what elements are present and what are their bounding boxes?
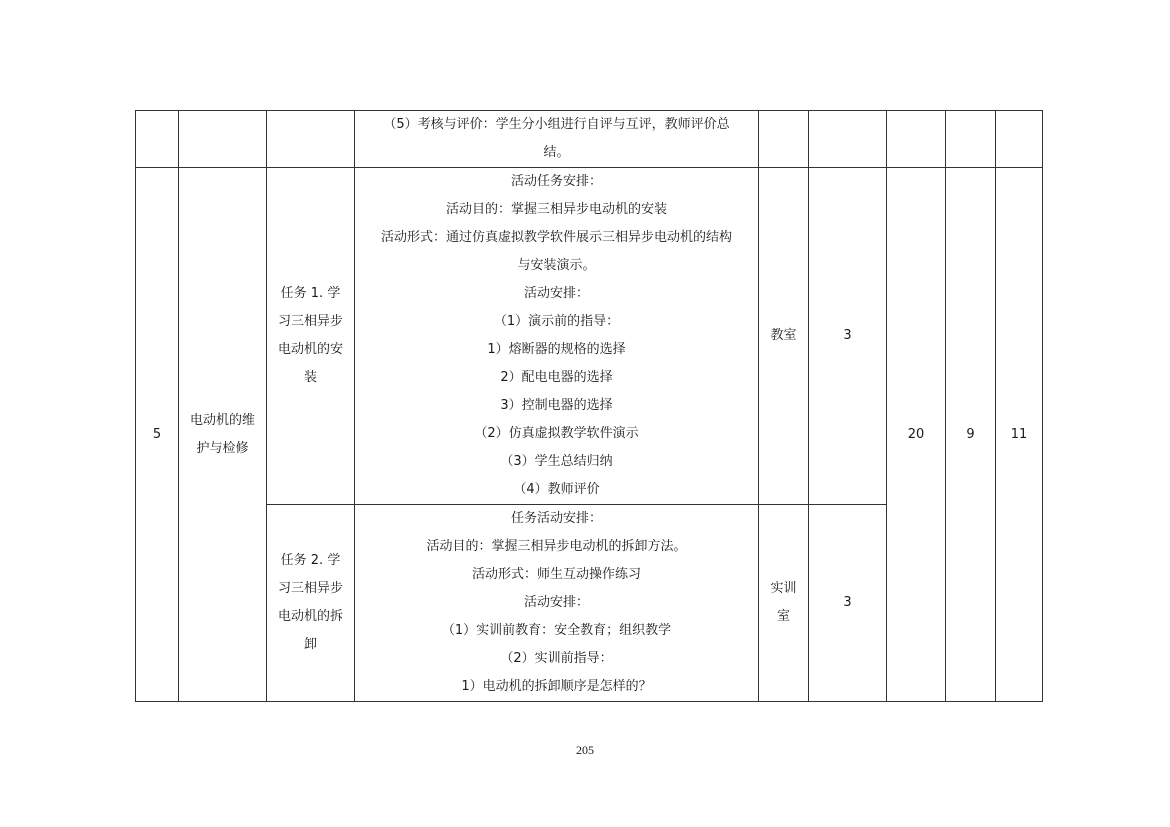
table-row-task-1	[136, 168, 1043, 505]
task-2-content-cell	[355, 505, 759, 702]
empty-cell	[809, 111, 887, 168]
location-line: 实训	[770, 581, 797, 596]
content-line: 1）电动机的拆卸顺序是怎样的？	[461, 679, 652, 694]
task-1-content-cell	[355, 168, 759, 505]
assessment-content-cell	[355, 111, 759, 168]
empty-cell	[946, 111, 996, 168]
task-2-name-cell	[267, 505, 355, 702]
empty-cell	[267, 111, 355, 168]
content-line: 与安装演示。	[517, 258, 596, 273]
task-name-line: 任务 1. 学	[280, 286, 341, 301]
page-number: 205	[576, 743, 594, 757]
content-line: 活动形式：通过仿真虚拟教学软件展示三相异步电动机的结构	[380, 230, 732, 245]
content-line: （2）仿真虚拟教学软件演示	[474, 426, 639, 441]
content-line: （3）学生总结归纳	[500, 454, 613, 469]
task-name-line: 习三相异步	[277, 314, 343, 329]
content-line: 活动形式：师生互动操作练习	[471, 567, 641, 582]
table-row-continued	[136, 111, 1043, 168]
task-1-name-cell	[267, 168, 355, 505]
empty-cell	[887, 111, 946, 168]
task-1-hours-cell: 3	[809, 168, 887, 505]
course-plan-table	[135, 110, 1043, 702]
content-line: 结。	[543, 145, 570, 160]
task-2-location-cell	[759, 505, 809, 702]
task-name-line: 习三相异步	[277, 581, 343, 596]
module-title-cell	[179, 168, 267, 702]
location-line: 教室	[770, 328, 797, 343]
empty-cell	[179, 111, 267, 168]
content-line: 活动安排：	[523, 286, 589, 301]
task-name-line: 电动机的安	[277, 342, 343, 357]
task-name-line: 装	[303, 370, 317, 385]
content-line: （4）教师评价	[513, 482, 600, 497]
module-title-line: 护与检修	[196, 440, 249, 456]
content-line: （5）考核与评价：学生分小组进行自评与互评，教师评价总	[383, 117, 730, 132]
module-title-line: 电动机的维	[189, 412, 255, 428]
task-name-line: 任务 2. 学	[280, 553, 341, 568]
task-name-line: 电动机的拆	[277, 609, 343, 624]
content-line: 3）控制电器的选择	[500, 398, 613, 413]
location-line: 室	[776, 609, 790, 624]
content-line: （1）演示前的指导：	[493, 314, 620, 329]
content-line: 活动任务安排：	[510, 174, 602, 189]
content-line: 1）熔断器的规格的选择	[487, 342, 626, 357]
content-line: （2）实训前指导：	[500, 651, 613, 666]
empty-cell	[759, 111, 809, 168]
task-name-line: 卸	[303, 637, 317, 652]
content-line: 活动目的：掌握三相异步电动机的拆卸方法。	[426, 539, 687, 554]
content-line: （1）实训前教育：安全教育；组织教学	[441, 623, 672, 638]
content-line: 活动安排：	[523, 595, 589, 610]
task-1-location-cell	[759, 168, 809, 505]
total-hours-cell: 20	[887, 168, 946, 702]
practice-hours-cell: 11	[996, 168, 1043, 702]
task-2-hours-cell: 3	[809, 505, 887, 702]
empty-cell	[996, 111, 1043, 168]
content-line: 2）配电电器的选择	[500, 370, 613, 385]
content-line: 任务活动安排：	[510, 511, 602, 526]
module-number-cell: 5	[136, 168, 179, 702]
empty-cell	[136, 111, 179, 168]
content-line: 活动目的：掌握三相异步电动机的安装	[445, 202, 667, 217]
theory-hours-cell: 9	[946, 168, 996, 702]
